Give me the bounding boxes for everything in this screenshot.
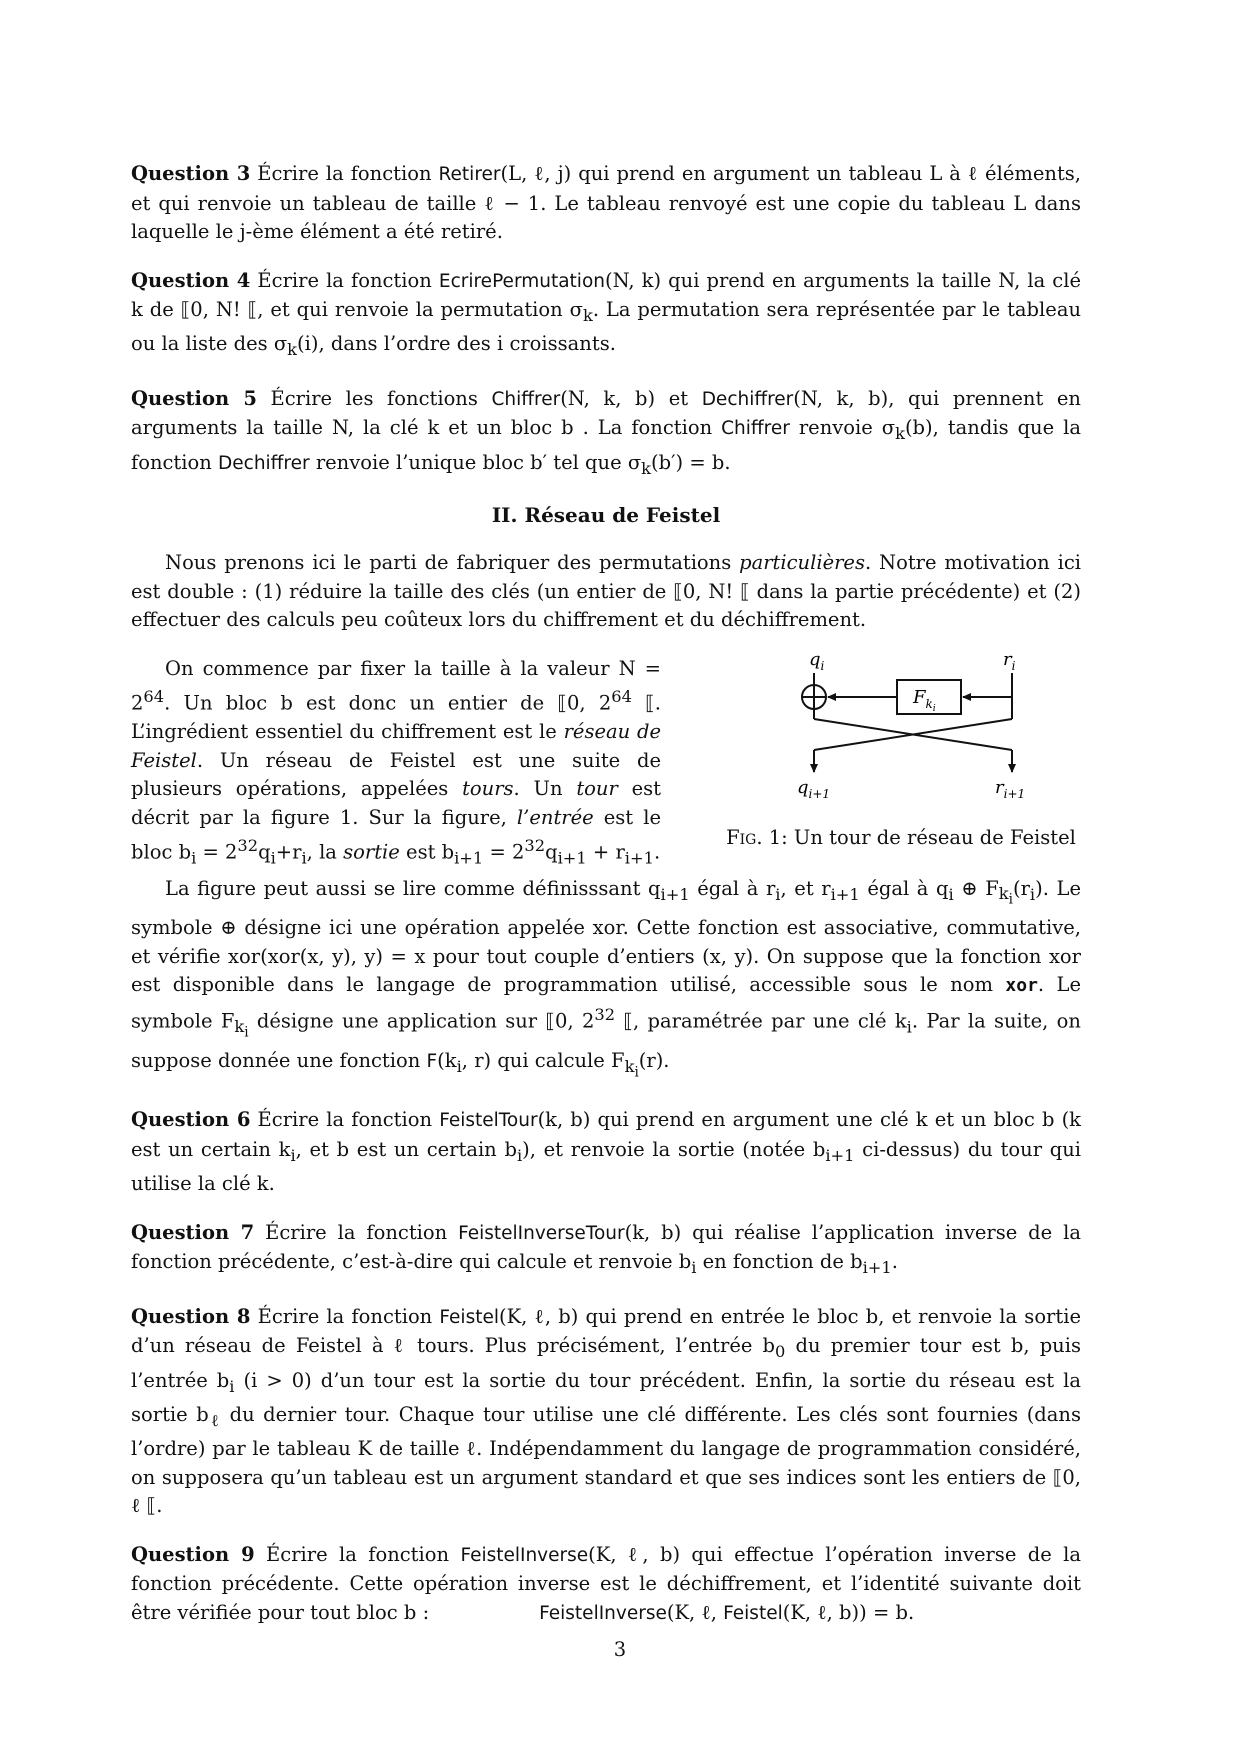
text: . bbox=[653, 840, 661, 864]
text: . Un bbox=[513, 777, 577, 801]
question-8 bbox=[131, 1303, 1081, 1521]
figure-feistel-round bbox=[721, 645, 1081, 853]
text: (i), dans l’ordre des i croissants. bbox=[297, 332, 616, 356]
paragraph bbox=[131, 655, 661, 873]
text: FeistelInverse bbox=[539, 1602, 667, 1624]
subscript: i bbox=[691, 1258, 697, 1278]
superscript: 32 bbox=[237, 836, 259, 856]
text: = 2 bbox=[196, 840, 238, 864]
question-5 bbox=[131, 385, 1081, 483]
superscript: 32 bbox=[524, 836, 546, 856]
text: . bbox=[891, 1250, 898, 1274]
question-label: Question 7 bbox=[131, 1220, 255, 1244]
text: (K, ℓ, bbox=[666, 1600, 724, 1624]
subscript: i bbox=[191, 848, 197, 868]
text: . Par la suite, on suppose donnée une fonction bbox=[131, 1009, 1081, 1072]
subscript: k bbox=[582, 305, 593, 325]
paragraph-xor bbox=[131, 875, 1081, 1087]
feistel-diagram bbox=[721, 645, 1081, 820]
subscript: i bbox=[229, 1376, 235, 1396]
question-label: Question 3 bbox=[131, 162, 251, 185]
text: du premier tour est b, puis l’entrée b bbox=[131, 1334, 1081, 1392]
text: Écrire la fonction bbox=[254, 1542, 461, 1566]
text: égal à q bbox=[859, 876, 949, 900]
text: Fig. bbox=[726, 825, 763, 849]
subscript: i bbox=[244, 1024, 249, 1041]
function-name: Chiffrer bbox=[721, 418, 790, 440]
text: (k, b) qui réalise l’application inverse de la fonction précédente, c’est-à-dire qui calcule et renvoie b bbox=[131, 1220, 1081, 1274]
text: ⊕ F bbox=[953, 876, 999, 900]
input-left-label bbox=[809, 649, 825, 673]
question-4 bbox=[131, 267, 1081, 365]
text: k bbox=[925, 696, 933, 711]
text: Écrire la fonction bbox=[250, 1108, 440, 1132]
text: r bbox=[1003, 648, 1012, 670]
text: . Notre motivation ici est double : (1) réduire la taille des clés (un entier de ⟦0, N! ⟦ dans la partie précédente) et (2) effectuer des calculs peu coûteux lors du chiffrement et du déchiffrement. bbox=[131, 551, 1081, 632]
function-name: FeistelTour bbox=[439, 1110, 538, 1132]
question-label: Question 8 bbox=[131, 1304, 251, 1328]
text: (r bbox=[1012, 876, 1030, 900]
text: i bbox=[820, 658, 825, 673]
text: ), et renvoie la sortie (notée b bbox=[522, 1137, 826, 1161]
text: (N, k, b), qui prennent en arguments la taille N, la clé k et un bloc b . La fonction bbox=[131, 386, 1081, 440]
text: . Un bloc b est donc un entier de ⟦0, 2 bbox=[164, 691, 612, 715]
text: , et b est un certain b bbox=[295, 1137, 517, 1161]
text: Écrire la fonction bbox=[250, 1304, 440, 1328]
text: i bbox=[932, 703, 936, 714]
text: F bbox=[913, 686, 926, 708]
text: q bbox=[258, 840, 271, 864]
page-body bbox=[131, 160, 1081, 1648]
text: Écrire la fonction bbox=[250, 268, 439, 292]
text: (k, b) qui prend en argument une clé k et un bloc b (k est un certain k bbox=[131, 1108, 1081, 1161]
emphasis: tours bbox=[462, 777, 514, 801]
text: ). Le symbole ⊕ désigne ici une opération appelée xor. Cette fonction est associative, commutative, et vérifie xor(xor(x, y), y) = x pour tout couple d’entiers (x, y). On suppose que la fonction xor est disponible dans le langage de programmation utilisé, accessible sous le nom bbox=[131, 876, 1081, 997]
function-name: Feistel bbox=[439, 1306, 499, 1328]
figure-caption bbox=[721, 824, 1081, 853]
subscript: i bbox=[948, 884, 954, 904]
subscript: k bbox=[895, 424, 905, 444]
subscript bbox=[234, 1017, 249, 1041]
subscript: i+1 bbox=[862, 1258, 892, 1278]
text: ci-dessus) du tour qui utilise la clé k. bbox=[131, 1137, 1081, 1196]
function-name: EcrirePermutation bbox=[438, 270, 605, 292]
text: La figure peut aussi se lire comme définisssant q bbox=[165, 876, 661, 900]
subscript: i bbox=[1008, 891, 1013, 908]
text: , et r bbox=[780, 876, 831, 900]
question-label: Question 6 bbox=[131, 1108, 251, 1132]
subscript: k bbox=[641, 458, 651, 478]
emphasis: particulières bbox=[739, 551, 865, 575]
question-3 bbox=[131, 160, 1081, 247]
question-label: Question 4 bbox=[131, 268, 251, 292]
text: en fonction de b bbox=[696, 1250, 863, 1274]
subscript bbox=[998, 884, 1013, 908]
intro-paragraph bbox=[131, 549, 1081, 635]
text: i bbox=[1011, 658, 1016, 673]
subscript: k bbox=[287, 340, 298, 360]
text: du dernier tour. Chaque tour utilise une clé différente. Les clés sont fournies (dans l’ordre) par le tableau K de taille ℓ. Indépendamment du langage de programmation considéré, on supposera qu’un tableau est un argument standard et que ses indices sont les entiers de ⟦0, ℓ ⟦. bbox=[131, 1403, 1081, 1518]
subscript: i+1 bbox=[660, 884, 690, 904]
text: k bbox=[234, 1017, 245, 1037]
text: = 2 bbox=[483, 840, 525, 864]
superscript: 64 bbox=[611, 687, 632, 707]
subscript: ℓ bbox=[208, 1410, 222, 1430]
text: ⟦. L’ingrédient essentiel du chiffrement est le bbox=[131, 691, 661, 744]
text: (K, ℓ, b) qui effectue l’opération inverse de la fonction précédente. Cette opération inverse est le déchiffrement, et l’identité suivante doit être vérifiée pour tout bloc b : bbox=[131, 1542, 1081, 1624]
text: Nous prenons ici le parti de fabriquer des permutations bbox=[165, 551, 740, 575]
text: (K, ℓ, b)) = b. bbox=[782, 1600, 915, 1624]
text: . Le symbole F bbox=[131, 973, 1081, 1033]
text: Feistel bbox=[723, 1602, 783, 1624]
code-xor: xor bbox=[1005, 975, 1038, 997]
emphasis: sortie bbox=[343, 840, 400, 864]
text: (b′) = b. bbox=[651, 450, 731, 474]
text: Écrire les fonctions bbox=[256, 386, 492, 410]
subscript: i bbox=[775, 884, 781, 904]
section-title: II. Réseau de Feistel bbox=[491, 503, 721, 528]
function-name: Chiffrer bbox=[491, 388, 561, 410]
text: (k bbox=[437, 1048, 457, 1072]
text: (K, ℓ, b) qui prend en entrée le bloc b, et renvoie la sortie d’un réseau de Feistel à ℓ tours. Plus précisément, l’entrée b bbox=[131, 1304, 1081, 1358]
emphasis: l’entrée bbox=[516, 805, 594, 829]
subscript: i bbox=[290, 1145, 296, 1165]
question-label: Question 5 bbox=[131, 386, 257, 410]
subscript: 0 bbox=[775, 1342, 786, 1362]
function-name: F bbox=[426, 1050, 438, 1072]
text: On commence par fixer la taille à la valeur N = 2 bbox=[131, 656, 661, 715]
emphasis: tour bbox=[576, 777, 618, 801]
subscript: i+1 bbox=[830, 884, 860, 904]
superscript: 32 bbox=[594, 1004, 616, 1024]
text: i+1 bbox=[1003, 786, 1026, 801]
text: (N, k, b) et bbox=[560, 386, 702, 410]
text: k bbox=[998, 884, 1009, 904]
text: i+1 bbox=[808, 786, 831, 801]
subscript: i+1 bbox=[557, 848, 587, 868]
text: (N, k) qui prend en arguments la taille N, la clé k de ⟦0, N! ⟦, et qui renvoie la permutation σ bbox=[131, 268, 1081, 321]
subscript: i+1 bbox=[624, 848, 654, 868]
subscript: i bbox=[1029, 884, 1036, 904]
text: est le bloc b bbox=[131, 805, 661, 864]
text: q bbox=[797, 776, 809, 798]
text: r bbox=[995, 776, 1004, 798]
question-label: Question 9 bbox=[131, 1542, 255, 1566]
text: . Un réseau de Feistel est une suite de plusieurs opérations, appelées bbox=[131, 748, 661, 801]
text: q bbox=[545, 840, 558, 864]
text: 1: Un tour de réseau de Feistel bbox=[762, 825, 1076, 849]
question-9 bbox=[131, 1541, 1081, 1629]
question-7 bbox=[131, 1219, 1081, 1283]
emphasis: réseau de Feistel bbox=[131, 720, 661, 772]
text: +r bbox=[275, 840, 302, 864]
text: , r) qui calcule F bbox=[461, 1048, 625, 1072]
subscript bbox=[624, 1056, 639, 1080]
function-name: FeistelInverseTour bbox=[458, 1222, 625, 1244]
round-function-label bbox=[912, 687, 936, 714]
subscript: i bbox=[906, 1017, 912, 1037]
text: égal à r bbox=[689, 876, 776, 900]
text: (r). bbox=[638, 1048, 670, 1072]
text: Écrire la fonction bbox=[254, 1220, 459, 1244]
function-name: Dechiffrer bbox=[218, 452, 310, 474]
text: k bbox=[624, 1056, 635, 1076]
text: , la bbox=[306, 840, 344, 864]
text: ⟦, paramétrée par une clé k bbox=[615, 1009, 907, 1033]
question-6 bbox=[131, 1106, 1081, 1198]
function-name: Retirer bbox=[438, 164, 501, 185]
two-column-block bbox=[131, 648, 1081, 868]
text: q bbox=[809, 648, 821, 670]
text: est b bbox=[399, 840, 455, 864]
subscript: i bbox=[516, 1145, 523, 1165]
output-left-label bbox=[797, 777, 830, 801]
subscript: i+1 bbox=[825, 1145, 855, 1165]
subscript: i bbox=[634, 1063, 639, 1080]
function-name: FeistelInverse bbox=[460, 1544, 589, 1566]
text: renvoie σ bbox=[789, 416, 896, 440]
input-right-label bbox=[1003, 649, 1016, 673]
identity-formula bbox=[539, 1601, 914, 1624]
text: (L, ℓ, j) qui prend en argument un tableau L à ℓ éléments, et qui renvoie un tableau de taille ℓ − 1. Le tableau renvoyé est une copie du tableau L dans laquelle le j-ème élément a été retiré. bbox=[131, 162, 1081, 243]
text: est décrit par la figure 1. Sur la figure, bbox=[131, 777, 661, 829]
subscript: i bbox=[301, 848, 307, 868]
page-number: 3 bbox=[613, 1638, 627, 1661]
superscript: 64 bbox=[143, 687, 165, 707]
text: (i > 0) d’un tour est la sortie du tour précédent. Enfin, la sortie du réseau est la sortie b bbox=[131, 1368, 1082, 1427]
text: Écrire la fonction bbox=[250, 162, 439, 185]
side-paragraph bbox=[131, 655, 661, 873]
text: désigne une application sur ⟦0, 2 bbox=[248, 1009, 595, 1033]
text: (b), tandis que la fonction bbox=[131, 416, 1081, 474]
text: + r bbox=[586, 840, 625, 864]
subscript: i bbox=[270, 848, 276, 868]
output-right-label bbox=[995, 777, 1025, 801]
subscript: i+1 bbox=[454, 848, 484, 868]
function-name: Dechiffrer bbox=[701, 388, 794, 410]
subscript: i bbox=[456, 1056, 462, 1076]
text: renvoie l’unique bloc b′ tel que σ bbox=[309, 450, 642, 474]
text: . La permutation sera représentée par le tableau ou la liste des σ bbox=[131, 298, 1082, 356]
